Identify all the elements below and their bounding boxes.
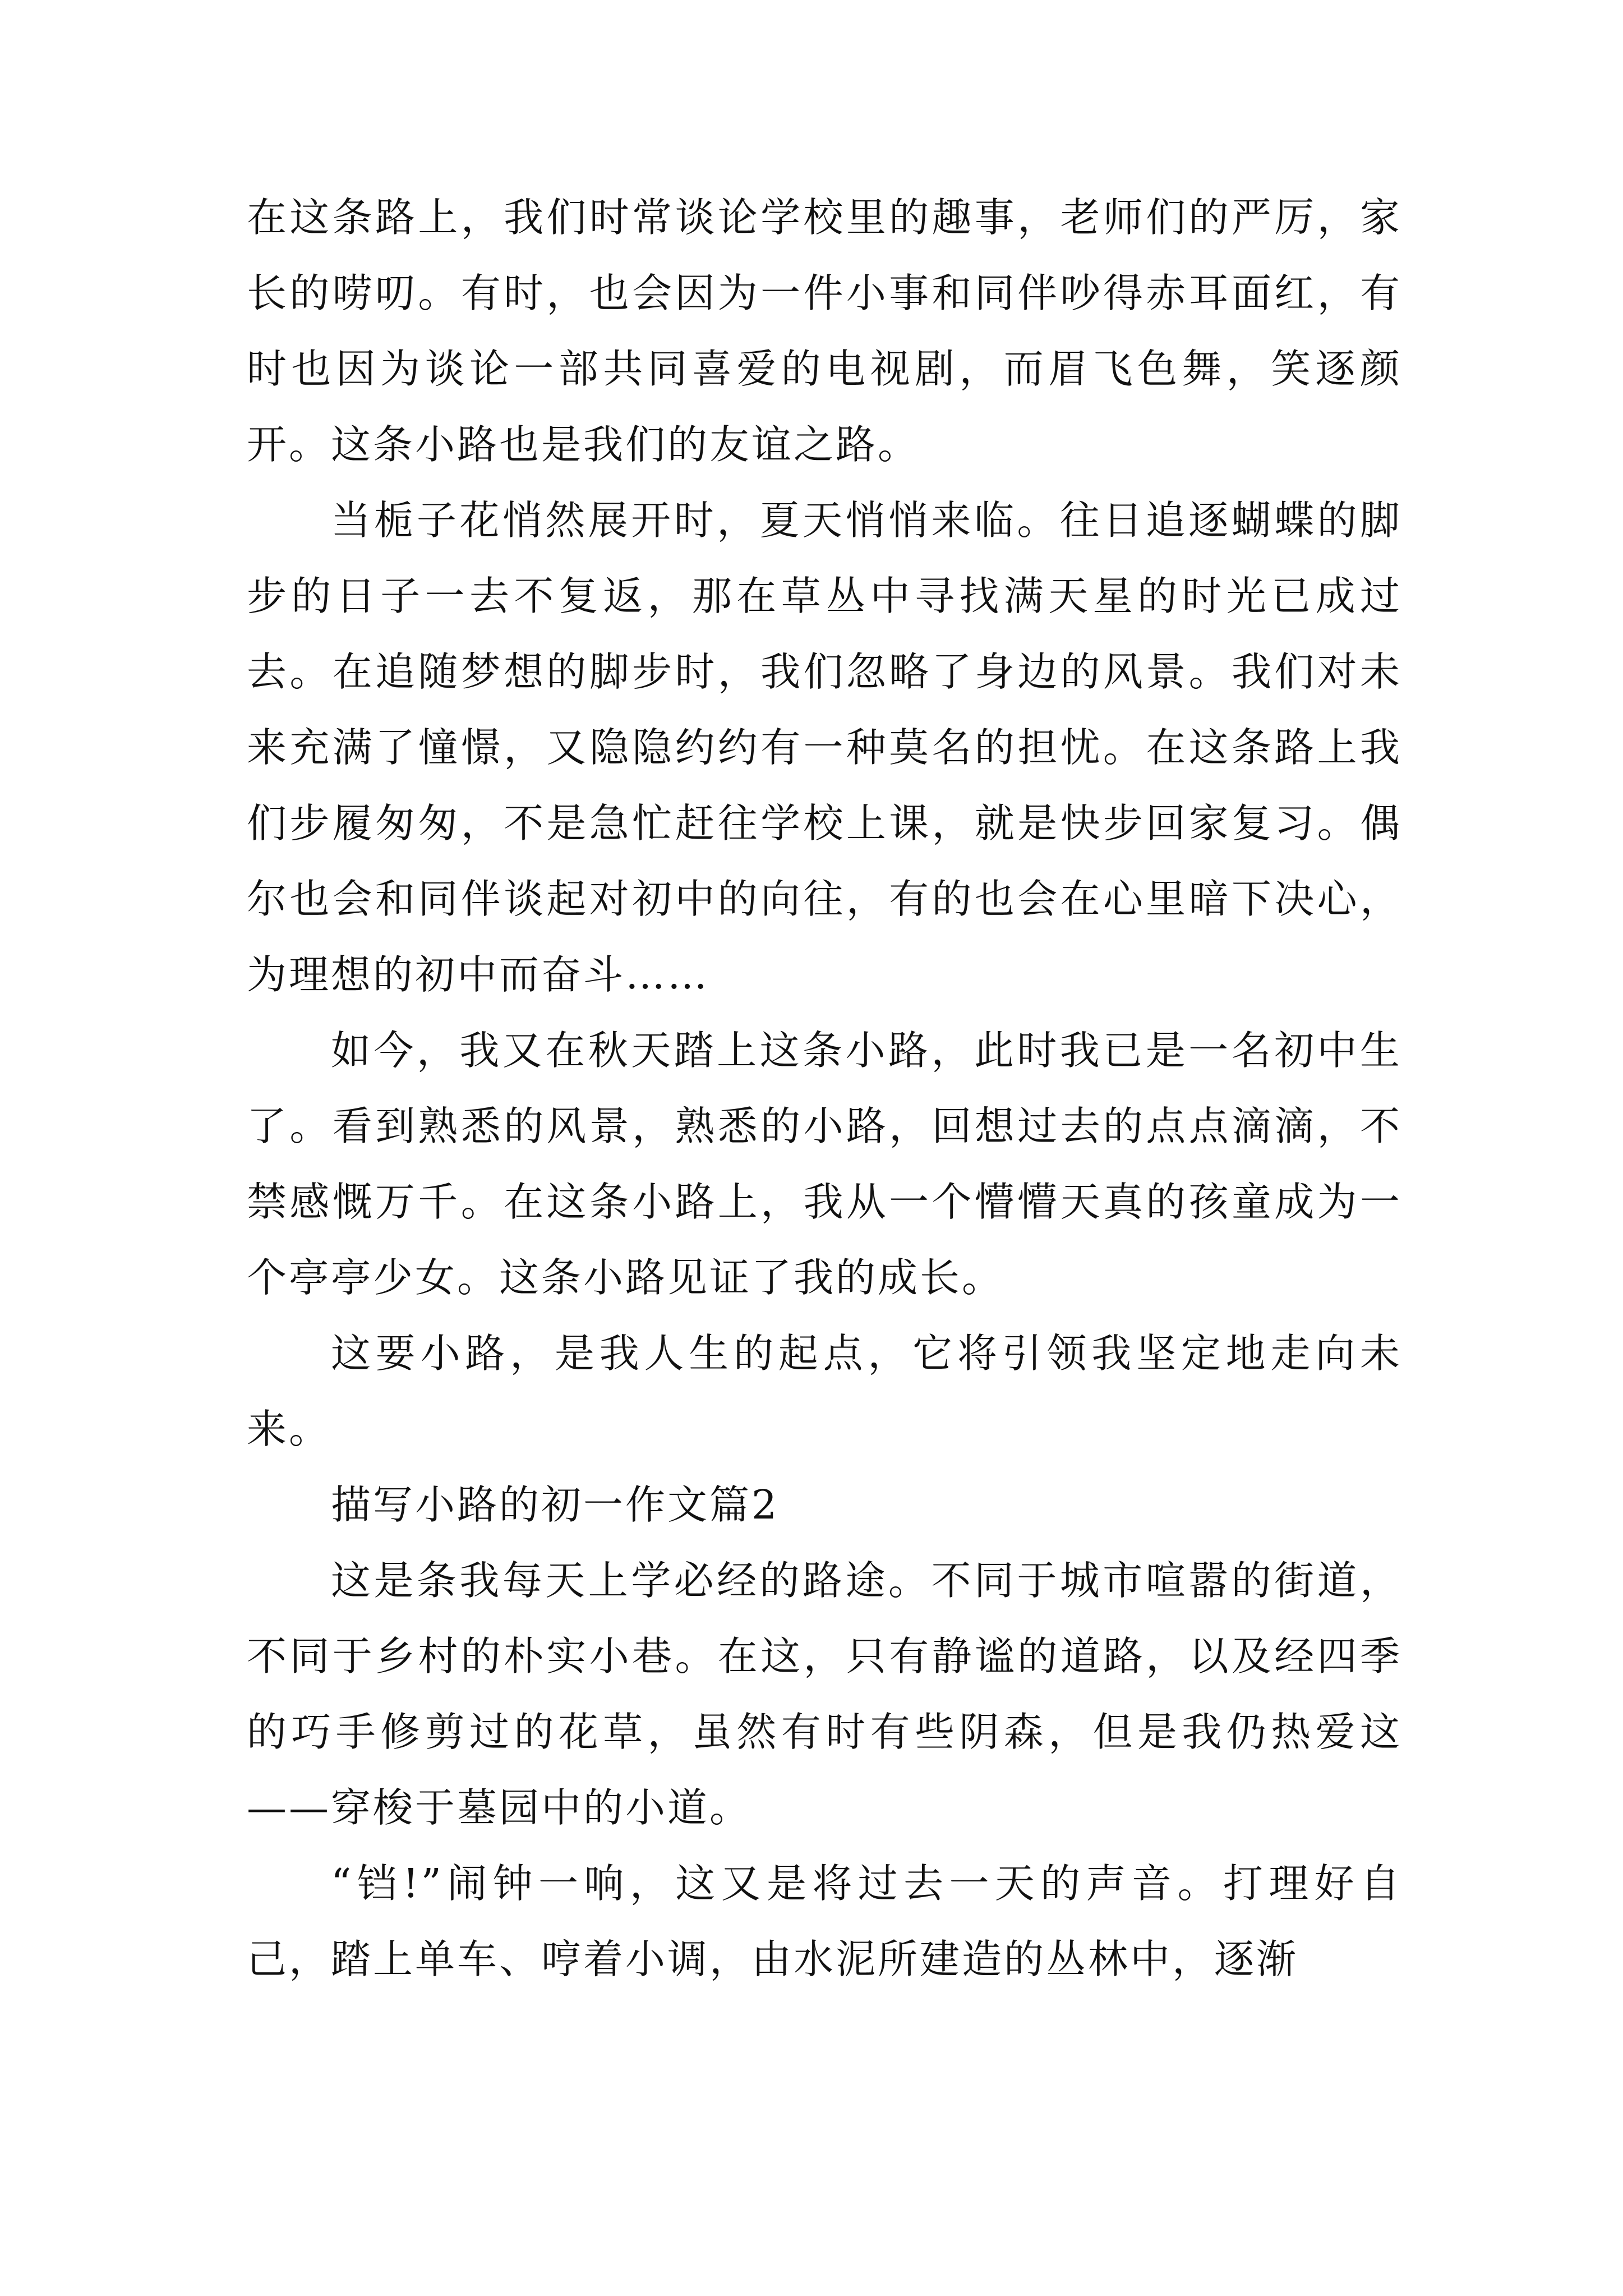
paragraph-3: 如今，我又在秋天踏上这条小路，此时我已是一名初中生了。看到熟悉的风景，熟悉的小路，回想过去的点点滴滴，不禁感慨万千。在这条小路上，我从一个懵懵天真的孩童成为一个亭亭少女。这条小路见证了我的成长。 <box>247 1027 1402 1301</box>
paragraph-2: 当栀子花悄然展开时，夏天悄悄来临。往日追逐蝴蝶的脚步的日子一去不复返，那在草丛中寻找满天星的时光已成过去。在追随梦想的脚步时，我们忽略了身边的风景。我们对未来充满了憧憬，又隐隐约约有一种莫名的担忧。在这条路上我们步履匆匆，不是急忙赶往学校上课，就是快步回家复习。偶尔也会和同伴谈起对初中的向往，有的也会在心里暗下决心，为理想的初中而奋斗…… <box>247 497 1402 998</box>
paragraph-6: “铛!”闹钟一响，这又是将过去一天的声音。打理好自己，踏上单车、哼着小调，由水泥所建造的丛林中，逐渐 <box>247 1860 1402 1982</box>
document-body <box>247 180 1402 1997</box>
section-heading: 描写小路的初一作文篇2 <box>331 1481 780 1528</box>
paragraph-5: 这是条我每天上学必经的路途。不同于城市喧嚣的街道，不同于乡村的朴实小巷。在这，只有静谧的道路，以及经四季的巧手修剪过的花草，虽然有时有些阴森，但是我仍热爱这——穿梭于墓园中的小道。 <box>247 1557 1402 1831</box>
paragraph-1: 在这条路上，我们时常谈论学校里的趣事，老师们的严厉，家长的唠叨。有时，也会因为一件小事和同伴吵得赤耳面红，有时也因为谈论一部共同喜爱的电视剧，而眉飞色舞，笑逐颜开。这条小路也是我们的友谊之路。 <box>247 194 1402 468</box>
paragraph-4: 这要小路，是我人生的起点，它将引领我坚定地走向未来。 <box>247 1330 1402 1452</box>
